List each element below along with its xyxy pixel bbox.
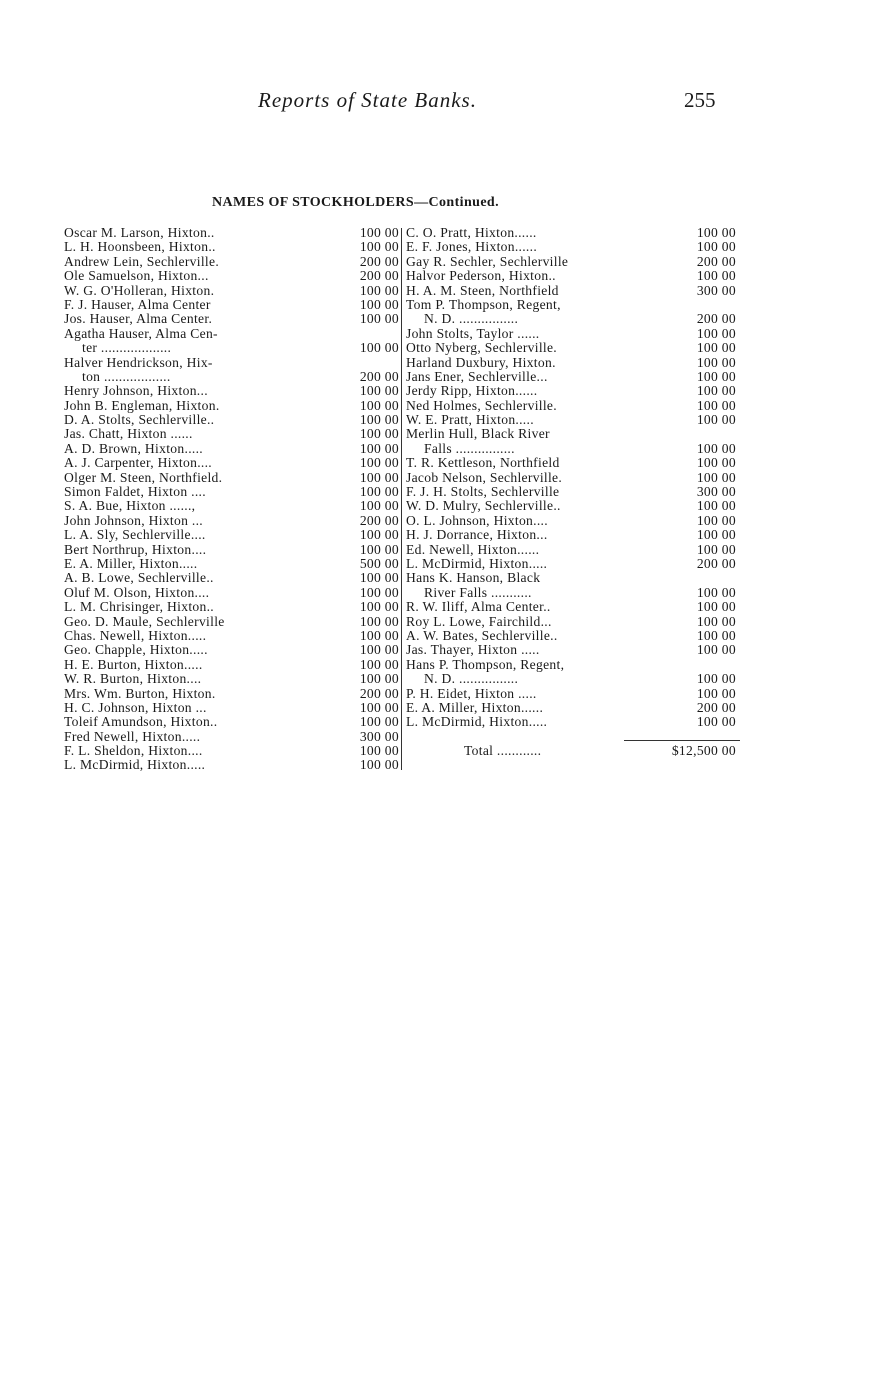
stockholder-amount: 100 00 [359, 282, 399, 298]
running-head: Reports of State Banks. [258, 88, 477, 112]
stockholder-name: Ed. Newell, Hixton...... [406, 542, 540, 557]
stockholder-name: E. A. Miller, Hixton..... [64, 556, 198, 571]
stockholder-amount: 100 00 [359, 340, 399, 356]
stockholder-name: Jas. Chatt, Hixton ...... [64, 427, 193, 442]
stockholder-name: F. J. H. Stolts, Sechlerville [406, 485, 560, 500]
stockholder-row [406, 399, 736, 413]
stockholder-amount: 100 00 [696, 383, 736, 399]
stockholder-name: Agatha Hauser, Alma Cen- [64, 326, 218, 341]
stockholder-row [64, 456, 399, 470]
stockholder-amount: 100 00 [696, 512, 736, 528]
stockholder-row [406, 269, 736, 283]
stockholder-name: River Falls ........... [424, 585, 532, 600]
stockholder-row [64, 514, 399, 528]
stockholder-amount: 100 00 [696, 541, 736, 557]
stockholder-amount: 500 00 [359, 555, 399, 571]
stockholder-row [64, 730, 399, 744]
stockholder-name: E. A. Miller, Hixton...... [406, 700, 544, 715]
stockholder-name: John Stolts, Taylor ...... [406, 326, 540, 341]
stockholder-amount: 100 00 [359, 599, 399, 615]
stockholder-name: H. E. Burton, Hixton..... [64, 657, 203, 672]
stockholder-amount: 100 00 [359, 469, 399, 485]
stockholder-name: F. J. Hauser, Alma Center [64, 297, 211, 312]
stockholder-amount: 100 00 [696, 627, 736, 643]
stockholder-row [64, 284, 399, 298]
stockholder-name: E. F. Jones, Hixton...... [406, 240, 538, 255]
stockholder-name: Toleif Amundson, Hixton.. [64, 715, 218, 730]
stockholder-name: W. D. Mulry, Sechlerville.. [406, 499, 561, 514]
stockholder-row [64, 471, 399, 485]
stockholder-amount: 100 00 [359, 656, 399, 672]
stockholder-amount: 100 00 [359, 440, 399, 456]
stockholder-name: H. A. M. Steen, Northfield [406, 283, 559, 298]
stockholder-name: Ned Holmes, Sechlerville. [406, 398, 557, 413]
stockholder-amount: 200 00 [696, 311, 736, 327]
stockholder-row [64, 629, 399, 643]
stockholder-amount: 100 00 [359, 527, 399, 543]
stockholder-name: Bert Northrup, Hixton.... [64, 542, 207, 557]
stockholder-row [406, 643, 736, 657]
stockholder-row [64, 571, 399, 585]
stockholder-amount: 100 00 [696, 268, 736, 284]
stockholder-amount: 100 00 [696, 325, 736, 341]
stockholder-name: Jas. Thayer, Hixton ..... [406, 643, 540, 658]
stockholder-row [406, 528, 736, 542]
stockholder-amount: 300 00 [696, 282, 736, 298]
stockholder-amount: 100 00 [359, 383, 399, 399]
stockholder-name: Mrs. Wm. Burton, Hixton. [64, 686, 216, 701]
total-amount: $12,500 00 [671, 742, 736, 758]
stockholder-name: P. H. Eidet, Hixton ..... [406, 686, 537, 701]
stockholder-amount [670, 298, 736, 312]
stockholder-amount: 100 00 [359, 743, 399, 759]
stockholder-row [64, 413, 399, 427]
stockholder-amount: 100 00 [359, 699, 399, 715]
stockholder-amount: 100 00 [359, 225, 399, 240]
stockholders-left-column [64, 226, 399, 773]
stockholder-name: Halvor Pederson, Hixton.. [406, 269, 556, 284]
stockholder-row [64, 744, 399, 758]
stockholder-name: D. A. Stolts, Sechlerville.. [64, 413, 215, 428]
stockholder-row [406, 571, 736, 585]
stockholder-row [406, 629, 736, 643]
stockholder-row [64, 399, 399, 413]
stockholder-amount [341, 327, 399, 341]
stockholder-name: L. H. Hoonsbeen, Hixton.. [64, 240, 216, 255]
stockholder-row [406, 485, 736, 499]
stockholder-amount: 100 00 [696, 714, 736, 730]
stockholder-row [406, 543, 736, 557]
stockholder-amount: 100 00 [359, 412, 399, 428]
stockholder-name: S. A. Bue, Hixton ......, [64, 499, 196, 514]
stockholder-amount: 300 00 [359, 728, 399, 744]
stockholder-name: H. C. Johnson, Hixton ... [64, 700, 207, 715]
stockholder-row [64, 528, 399, 542]
stockholder-amount: 100 00 [696, 440, 736, 456]
stockholder-amount: 100 00 [359, 484, 399, 500]
stockholder-row [64, 226, 399, 240]
stockholder-name: Jacob Nelson, Sechlerville. [406, 470, 563, 485]
stockholder-amount [670, 658, 736, 672]
stockholder-row [64, 384, 399, 398]
stockholder-amount: 100 00 [359, 296, 399, 312]
stockholder-amount: 100 00 [359, 570, 399, 586]
stockholder-name: A. J. Carpenter, Hixton.... [64, 456, 212, 471]
stockholder-amount: 100 00 [696, 527, 736, 543]
stockholder-name: Henry Johnson, Hixton... [64, 384, 208, 399]
stockholder-name: ton .................. [82, 369, 171, 384]
stockholder-name: Jans Ener, Sechlerville... [406, 369, 548, 384]
stockholder-row [64, 269, 399, 283]
stockholder-name: Ole Samuelson, Hixton... [64, 269, 209, 284]
stockholder-name: L. McDirmid, Hixton..... [64, 758, 206, 773]
stockholder-amount: 100 00 [359, 671, 399, 687]
total-row [406, 744, 736, 758]
stockholder-name: Andrew Lein, Sechlerville. [64, 254, 220, 269]
stockholder-amount: 100 00 [359, 498, 399, 514]
stockholder-row [406, 298, 736, 312]
stockholder-row [64, 327, 399, 341]
stockholder-amount: 100 00 [359, 426, 399, 442]
stockholder-row [64, 615, 399, 629]
stockholder-amount: 200 00 [696, 555, 736, 571]
stockholder-name: Otto Nyberg, Sechlerville. [406, 341, 558, 356]
stockholder-name: Halver Hendrickson, Hix- [64, 355, 213, 370]
stockholder-amount: 100 00 [696, 354, 736, 370]
column-divider [401, 228, 402, 770]
stockholder-amount: 100 00 [696, 455, 736, 471]
stockholder-row [406, 600, 736, 614]
stockholder-name: R. W. Iliff, Alma Center.. [406, 600, 551, 615]
stockholder-amount: 100 00 [359, 584, 399, 600]
stockholder-name: L. M. Chrisinger, Hixton.. [64, 600, 214, 615]
stockholder-amount: 100 00 [696, 239, 736, 255]
stockholder-row [406, 427, 736, 441]
page-number: 255 [684, 88, 716, 112]
stockholder-name: Gay R. Sechler, Sechlerville [406, 254, 569, 269]
stockholder-row [406, 456, 736, 470]
stockholder-row [406, 586, 736, 600]
stockholder-amount: 100 00 [696, 599, 736, 615]
stockholder-name: N. D. ................ [424, 312, 519, 327]
stockholder-name: W. R. Burton, Hixton.... [64, 672, 202, 687]
stockholder-row [406, 356, 736, 370]
stockholder-row [64, 701, 399, 715]
stockholder-name: Jos. Hauser, Alma Center. [64, 312, 213, 327]
stockholder-row [406, 514, 736, 528]
stockholder-amount: 100 00 [696, 685, 736, 701]
stockholder-name: A. D. Brown, Hixton..... [64, 441, 203, 456]
stockholder-row [64, 758, 399, 772]
stockholder-row [406, 615, 736, 629]
stockholder-row [64, 298, 399, 312]
stockholder-name: A. W. Bates, Sechlerville.. [406, 628, 558, 643]
stockholder-row [64, 687, 399, 701]
stockholder-row [406, 715, 736, 729]
stockholder-row [64, 499, 399, 513]
stockholder-amount: 100 00 [359, 642, 399, 658]
stockholder-name: O. L. Johnson, Hixton.... [406, 513, 548, 528]
stockholder-amount: 100 00 [359, 714, 399, 730]
stockholder-amount: 100 00 [359, 613, 399, 629]
stockholder-name: Olger M. Steen, Northfield. [64, 470, 223, 485]
stockholder-row [406, 471, 736, 485]
stockholder-name: Hans P. Thompson, Regent, [406, 657, 565, 672]
stockholder-name: Chas. Newell, Hixton..... [64, 628, 207, 643]
stockholder-name: Simon Faldet, Hixton .... [64, 485, 206, 500]
stockholder-amount: 100 00 [696, 671, 736, 687]
stockholder-name: John B. Engleman, Hixton. [64, 398, 220, 413]
stockholder-row [406, 442, 736, 456]
stockholder-name: Geo. Chapple, Hixton..... [64, 643, 208, 658]
stockholder-row [406, 341, 736, 355]
stockholder-row [64, 356, 399, 370]
stockholder-row [406, 384, 736, 398]
stockholder-name: Oscar M. Larson, Hixton.. [64, 226, 215, 240]
stockholder-amount: 200 00 [696, 253, 736, 269]
stockholder-amount: 100 00 [359, 627, 399, 643]
stockholder-row [406, 687, 736, 701]
stockholder-row [64, 240, 399, 254]
stockholder-amount: 100 00 [359, 239, 399, 255]
stockholder-amount: 100 00 [359, 311, 399, 327]
stockholder-amount: 100 00 [696, 340, 736, 356]
stockholder-name: L. McDirmid, Hixton..... [406, 715, 548, 730]
stockholder-amount: 100 00 [696, 584, 736, 600]
stockholder-amount: 100 00 [696, 412, 736, 428]
stockholder-name: Fred Newell, Hixton..... [64, 729, 201, 744]
stockholder-amount [670, 427, 736, 441]
stockholder-amount: 100 00 [359, 757, 399, 773]
stockholder-amount: 100 00 [359, 397, 399, 413]
stockholder-name: Roy L. Lowe, Fairchild... [406, 614, 552, 629]
stockholder-row [64, 370, 399, 384]
stockholder-amount: 100 00 [696, 225, 736, 240]
stockholder-amount [341, 356, 399, 370]
stockholder-row [406, 557, 736, 571]
stockholder-name: John Johnson, Hixton ... [64, 513, 203, 528]
stockholder-amount [670, 571, 736, 585]
stockholder-row [406, 499, 736, 513]
stockholder-amount: 200 00 [696, 699, 736, 715]
stockholder-name: Jerdy Ripp, Hixton...... [406, 384, 538, 399]
stockholder-row [64, 485, 399, 499]
stockholder-row [406, 701, 736, 715]
stockholder-row [406, 413, 736, 427]
stockholder-row [406, 255, 736, 269]
stockholder-amount: 100 00 [359, 455, 399, 471]
stockholder-row [64, 600, 399, 614]
stockholder-row [64, 715, 399, 729]
stockholder-row [64, 442, 399, 456]
stockholder-row [64, 672, 399, 686]
stockholder-row [64, 586, 399, 600]
stockholder-amount: 200 00 [359, 253, 399, 269]
stockholder-name: A. B. Lowe, Sechlerville.. [64, 571, 214, 586]
stockholder-row [64, 312, 399, 326]
stockholder-row [406, 240, 736, 254]
stockholder-row [406, 312, 736, 326]
stockholder-name: ter ................... [82, 341, 172, 356]
stockholder-name: C. O. Pratt, Hixton...... [406, 226, 537, 240]
stockholder-amount: 100 00 [696, 642, 736, 658]
stockholder-name: L. A. Sly, Sechlerville.... [64, 528, 206, 543]
stockholder-row [64, 557, 399, 571]
stockholder-row [406, 284, 736, 298]
stockholder-name: H. J. Dorrance, Hixton... [406, 528, 548, 543]
stockholder-amount: 100 00 [696, 397, 736, 413]
total-label: Total ............ [464, 743, 542, 758]
total-rule [624, 740, 740, 741]
stockholder-amount: 100 00 [696, 368, 736, 384]
stockholder-name: Geo. D. Maule, Sechlerville [64, 614, 225, 629]
stockholder-name: W. G. O'Holleran, Hixton. [64, 283, 215, 298]
stockholder-name: W. E. Pratt, Hixton..... [406, 413, 534, 428]
stockholder-name: T. R. Kettleson, Northfield [406, 456, 560, 471]
stockholder-name: F. L. Sheldon, Hixton.... [64, 744, 203, 759]
stockholder-row [64, 255, 399, 269]
stockholder-name: N. D. ................ [424, 672, 519, 687]
stockholder-name: Falls ................ [424, 441, 515, 456]
stockholders-right-column [406, 226, 736, 758]
stockholder-amount: 200 00 [359, 512, 399, 528]
stockholder-amount: 100 00 [696, 613, 736, 629]
stockholder-name: Harland Duxbury, Hixton. [406, 355, 556, 370]
stockholder-row [406, 327, 736, 341]
stockholder-row [406, 226, 736, 240]
stockholder-row [406, 370, 736, 384]
stockholder-name: Merlin Hull, Black River [406, 427, 550, 442]
stockholder-name: Tom P. Thompson, Regent, [406, 297, 561, 312]
stockholder-name: Hans K. Hanson, Black [406, 571, 541, 586]
stockholder-row [406, 672, 736, 686]
stockholder-amount: 100 00 [696, 498, 736, 514]
stockholder-name: L. McDirmid, Hixton..... [406, 556, 548, 571]
stockholder-row [64, 643, 399, 657]
stockholder-row [64, 543, 399, 557]
stockholder-row [64, 658, 399, 672]
stockholder-row [406, 658, 736, 672]
stockholder-amount: 100 00 [696, 469, 736, 485]
stockholder-row [64, 341, 399, 355]
stockholder-name: Oluf M. Olson, Hixton.... [64, 585, 210, 600]
section-title: NAMES OF STOCKHOLDERS—Continued. [212, 195, 500, 210]
stockholder-amount: 300 00 [696, 484, 736, 500]
stockholder-amount: 200 00 [359, 685, 399, 701]
stockholder-amount: 200 00 [359, 368, 399, 384]
stockholder-amount: 200 00 [359, 268, 399, 284]
stockholder-amount: 100 00 [359, 541, 399, 557]
stockholder-row [64, 427, 399, 441]
